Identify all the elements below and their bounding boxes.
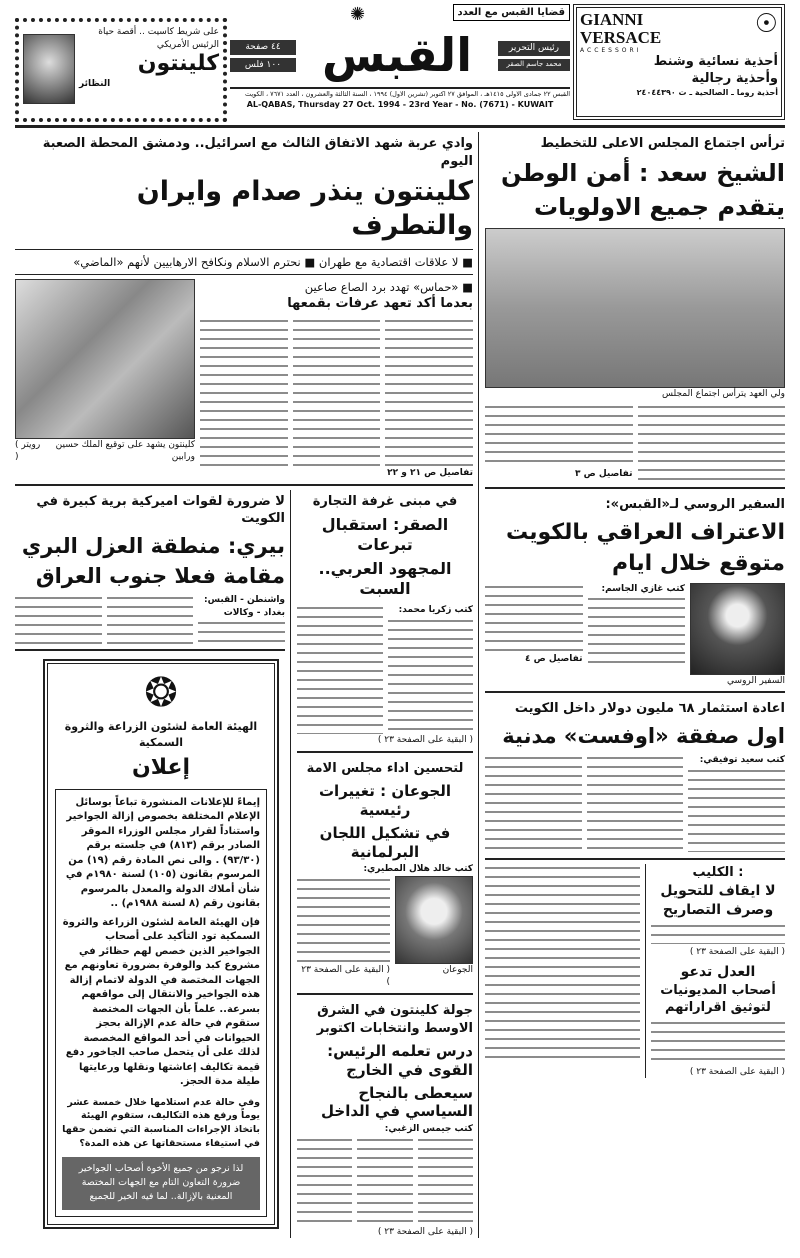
- headline: يتقدم جميع الاولويات: [533, 192, 785, 221]
- article-body-text: [651, 922, 785, 944]
- kicker: وادي عربة شهد الاتفاق الثالث مع اسرائيل.. ودمشق المحطة الصعبة اليوم: [42, 136, 473, 169]
- agency-name: الهيئة العامة لشئون الزراعة والثروة السمكية: [64, 720, 258, 749]
- price-box: ٤٤ صفحة ١٠٠ فلس: [230, 40, 296, 72]
- kicker: اعادة استثمار ٦٨ مليون دولار داخل الكويت: [514, 701, 785, 717]
- agency-emblem-icon: ❂: [144, 670, 178, 717]
- subheadline: بعدما أكد تعهد عرفات بقمعها: [287, 295, 473, 311]
- headline: في تشكيل اللجان البرلمانية: [319, 823, 451, 861]
- date-line-arabic: القبس ٢٢ جمادى الاولى ١٤١٥هـ ، الموافق ٢٧ اكتوبر (تشرين الاول) ١٩٩٤ ، السنة الثالثة والعشرون ، العدد ٧٦٧١ ، الكويت: [244, 90, 570, 98]
- kicker: السفير الروسي لـ«القبس»:: [605, 497, 785, 513]
- supplement-banner: قضايا القبس مع العدد: [453, 4, 570, 21]
- clinton-portrait: [23, 34, 75, 104]
- headline: درس تعلمه الرئيس: القوى في الخارج: [327, 1042, 473, 1079]
- bullet-square-icon: ■: [462, 254, 473, 269]
- headline: كلينتون ينذر صدام وايران والتطرف: [136, 176, 473, 241]
- kicker: جولة كلينتون في الشرق الاوسط وانتخابات اكتوبر: [316, 1003, 473, 1036]
- subheadline: ■ «حماس» تهدد برد الصاع صاعين: [304, 279, 473, 294]
- book-ad-line: الرئيس الأمريكي: [156, 39, 219, 50]
- kicker: ترأس اجتماع المجلس الاعلى للتخطيط: [540, 136, 785, 151]
- headline: الجوعان : تغييرات رئيسية: [318, 782, 451, 819]
- article-body-text: [293, 317, 381, 467]
- article-body-text: [485, 864, 640, 1064]
- headline: الشيخ سعد : أمن الوطن: [501, 158, 785, 187]
- newspaper-logo: القبس: [322, 28, 472, 83]
- photo-caption: الجوعان: [442, 964, 473, 975]
- headline: لا ايقاف للتحويل: [660, 883, 776, 900]
- masthead-center: [230, 4, 570, 110]
- article-body-text: [418, 1136, 473, 1226]
- notice-title: إعلان: [131, 755, 191, 781]
- photo-caption: ولي العهد يترأس اجتماع المجلس: [662, 388, 785, 399]
- versace-ad: GIANNI VERSACE ☉ ACCESSORI أحذية نسائية وشنط وأحذية رجالية أحذية روما ـ الصالحية ـ ت ٢٤٠٤٤٣٩٠: [573, 4, 785, 120]
- article-body-text: [15, 594, 102, 644]
- book-ad: [15, 18, 227, 122]
- kicker: لتحسين اداء مجلس الامة: [306, 760, 464, 776]
- photo-caption: السفير الروسي: [727, 675, 785, 686]
- sun-emblem-icon: ✺: [350, 4, 366, 25]
- more-link[interactable]: ( البقية على الصفحة ٢٣ ): [689, 1066, 785, 1077]
- headline: اول صفقة «اوفست» مدنية: [502, 723, 785, 748]
- headline: وصرف التصاريح: [662, 902, 774, 919]
- bullet-square-icon: ■: [462, 279, 473, 294]
- article-body-text: [297, 1136, 352, 1226]
- versace-brand: GIANNI VERSACE: [580, 10, 662, 47]
- ministry-notice-ad: [43, 659, 279, 1228]
- byline: كتب سعيد توفيقي:: [699, 755, 786, 766]
- headline: سيعطى بالنجاح السياسي في الداخل: [321, 1083, 473, 1121]
- article-body-text: [485, 754, 582, 854]
- article-body-text: [638, 403, 786, 483]
- headline: مقامة فعلا جنوب العراق: [35, 563, 285, 588]
- headline: لتوثيق اقراراتهم: [665, 1000, 771, 1016]
- article-body-text: [107, 594, 194, 644]
- medusa-logo-icon: ☉: [754, 9, 778, 39]
- article-body-text: [688, 767, 785, 852]
- headline: بيري: منطقة العزل البري: [21, 533, 285, 558]
- book-ad-publisher: النظائر: [79, 78, 111, 89]
- more-link[interactable]: تفاصيل ص ٤: [524, 653, 583, 664]
- editor-box: رئيس التحرير محمد جاسم الصقر: [498, 41, 570, 70]
- article-body-text: [388, 617, 474, 732]
- headline: أصحاب المديونيات: [660, 982, 776, 998]
- dateline: واشنطن - القبس: بغداد - وكالات: [204, 595, 286, 618]
- book-ad-line: على شريط كاسيت .. أقصة حياة: [98, 27, 219, 37]
- ambassador-photo: [690, 583, 785, 675]
- article-body-text: [587, 754, 684, 854]
- kicker: في مبنى غرفة التجارة: [312, 493, 458, 509]
- article-body-text: [198, 619, 285, 645]
- headline: متوقع خلال ايام: [612, 551, 785, 577]
- bullet-square-icon: ■: [304, 254, 316, 269]
- more-link[interactable]: ( البقية على الصفحة ٢٣ ): [377, 735, 473, 746]
- byline: كتب جيمس الزغبي:: [384, 1124, 473, 1135]
- byline: كتب زكريا محمد:: [398, 605, 473, 616]
- more-link[interactable]: تفاصيل ص ٢١ و ٢٢: [387, 467, 473, 478]
- jouan-photo: [395, 876, 473, 964]
- notice-paragraph: إيماءً للإعلانات المنشورة تباعاً بوسائل الإعلام المختلفة بخصوص إزالة الجواخير واستناداً لقرار مجلس الوزراء الموقر الصادر برقم (٨١٣) في جلسته برقم (٩٣/٣٠) . والى نص المادة رقم (١٩) من المرسوم بقانون (١٠٥) لسنة ١٩٨٠م في شأن أملاك الدولة والمعدل بالمرسوم بقانون رقم (٨ لسنة ١٩٨٨م) ..: [65, 796, 260, 910]
- article-body-text: [297, 876, 390, 964]
- book-ad-title: كلينتون: [137, 51, 219, 77]
- article-body-text: [485, 583, 583, 653]
- byline: كتب غازي الجاسم:: [601, 583, 685, 594]
- subheadline: ■ لا علاقات اقتصادية مع طهران ■ نحترم الاسلام ونكافح الارهابيين لأنهم «الماضي»: [73, 254, 473, 269]
- article-body-text: [200, 317, 288, 467]
- headline: الاعتراف العراقي بالكويت: [505, 519, 785, 545]
- kicker: لا ضرورة لقوات اميركية برية كبيرة في الكويت: [36, 493, 285, 527]
- notice-paragraph: وفي حالة عدم استلامها خلال خمسة عشر يوماً ورفع هذه التكاليف، ستقوم الهيئة باتخاذ الإجراءات المناسبة التي تضمن حقها في استيفاء مستحقاتها عن هذه المدة؟: [62, 1096, 260, 1150]
- signing-photo: [15, 279, 195, 439]
- article-body-text: [651, 1019, 785, 1064]
- more-link[interactable]: ( البقية على الصفحة ٢٣ ): [301, 964, 390, 988]
- photo-credit: ( رويتر ): [15, 439, 41, 463]
- date-line-english: AL-QABAS, Thursday 27 Oct. 1994 - 23rd Year - No. (7671) - KUWAIT: [246, 100, 554, 110]
- headline: العدل تدعو: [680, 963, 756, 980]
- headline: الصقر: استقبال تبرعات: [321, 515, 449, 555]
- byline: كتب خالد هلال المطيري:: [363, 864, 473, 875]
- article-body-text: [485, 403, 633, 468]
- more-link[interactable]: ( البقية على الصفحة ٢٣ ): [377, 1226, 473, 1237]
- kicker: الكليب :: [692, 865, 744, 881]
- masthead: [15, 4, 785, 128]
- headline: المجهود العربي.. السبت: [318, 559, 452, 599]
- article-body-text: [297, 604, 383, 734]
- more-link[interactable]: تفاصيل ص ٣: [574, 469, 633, 480]
- photo-caption: كلينتون يشهد على توقيع الملك حسين ورابين: [55, 439, 195, 463]
- more-link[interactable]: ( البقية على الصفحة ٢٣ ): [689, 947, 785, 958]
- notice-paragraph: فإن الهيئة العامة لشئون الزراعة والثروة السمكية تود التأكيد على أصحاب الجواخير الذين خصص لهم حظائر في مشروع كبد والوفرة بضرورة تعاونهم مع الجهات المختصة في الدولة لاتمام إزالة هذه الجواخير والانتقال إلى مواقعهم بسرعة.. علماً بأن الجهات المختصة ستقوم في حالة عدم الإزالة بحجز الحيوانات في أحد المواقع المخصصة لذلك على أن يتحمل صاحب الجاخور دفع قيمة تكاليف إعاشتها ونقلها ورعايتها طيلة مدة الحجز.: [62, 916, 260, 1088]
- meeting-photo: [485, 228, 785, 388]
- notice-closing: لذا نرجو من جميع الأخوة أصحاب الجواخير ضرورة التعاون التام مع الجهات المختصة المعنية بالإزالة.. لما فيه الخير للجميع: [62, 1157, 260, 1210]
- article-body-text: [357, 1136, 412, 1226]
- article-body-text: [588, 595, 686, 665]
- article-body-text: [385, 317, 473, 467]
